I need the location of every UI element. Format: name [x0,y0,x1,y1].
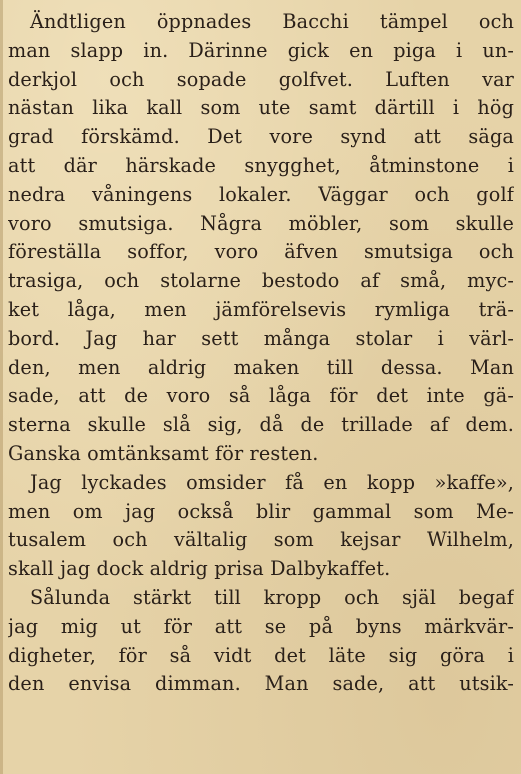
text-line: grad förskämd. Det vore synd att säga [8,125,514,149]
text-line: skall jag dock aldrig prisa Dalbykaffet. [8,557,391,581]
text-line: trasiga, och stolarne bestodo af små, myc- [8,269,514,293]
text-line: voro smutsiga. Några möbler, som skulle [8,211,514,235]
page-edge [0,0,3,774]
paragraph-3 [8,584,514,699]
text-line: ket låga, men jämförelsevis rymliga trä- [8,297,514,321]
text-line: nästan lika kall som ute samt därtill i hög [8,96,514,120]
text-line: Jag lyckades omsider få en kopp »kaffe», [30,470,514,494]
text-line: sterna skulle slå sig, då de trillade af dem. [8,413,514,437]
text-line: bord. Jag har sett många stolar i värl- [8,326,514,350]
text-line: den, men aldrig maken till dessa. Man [8,355,514,379]
paragraph-1 [8,8,514,469]
paragraph-2 [8,469,514,584]
text-line: sade, att de voro så låga för det inte gä- [8,384,514,408]
text-line: att där härskade snygghet, åtminstone i [8,153,514,177]
text-line: derkjol och sopade golfvet. Luften var [8,67,514,91]
text-line: Ganska omtänksamt för resten. [8,441,319,465]
text-line: man slapp in. Därinne gick en piga i un- [8,38,514,62]
text-line: nedra våningens lokaler. Väggar och golf [8,182,514,206]
text-line: Ändtligen öppnades Bacchi tämpel och [30,10,514,33]
text-line: den envisa dimman. Man sade, att utsik- [8,672,514,696]
text-line: föreställa soffor, voro äfven smutsiga och [8,240,514,264]
text-line: tusalem och vältalig som kejsar Wilhelm, [8,528,514,552]
article-text [8,8,514,699]
text-line: digheter, för så vidt det läte sig göra i [8,643,514,667]
text-line: jag mig ut för att se på byns märkvär- [8,614,514,638]
text-line: Sålunda stärkt till kropp och själ begaf [30,585,514,609]
text-line: men om jag också blir gammal som Me- [8,499,514,523]
